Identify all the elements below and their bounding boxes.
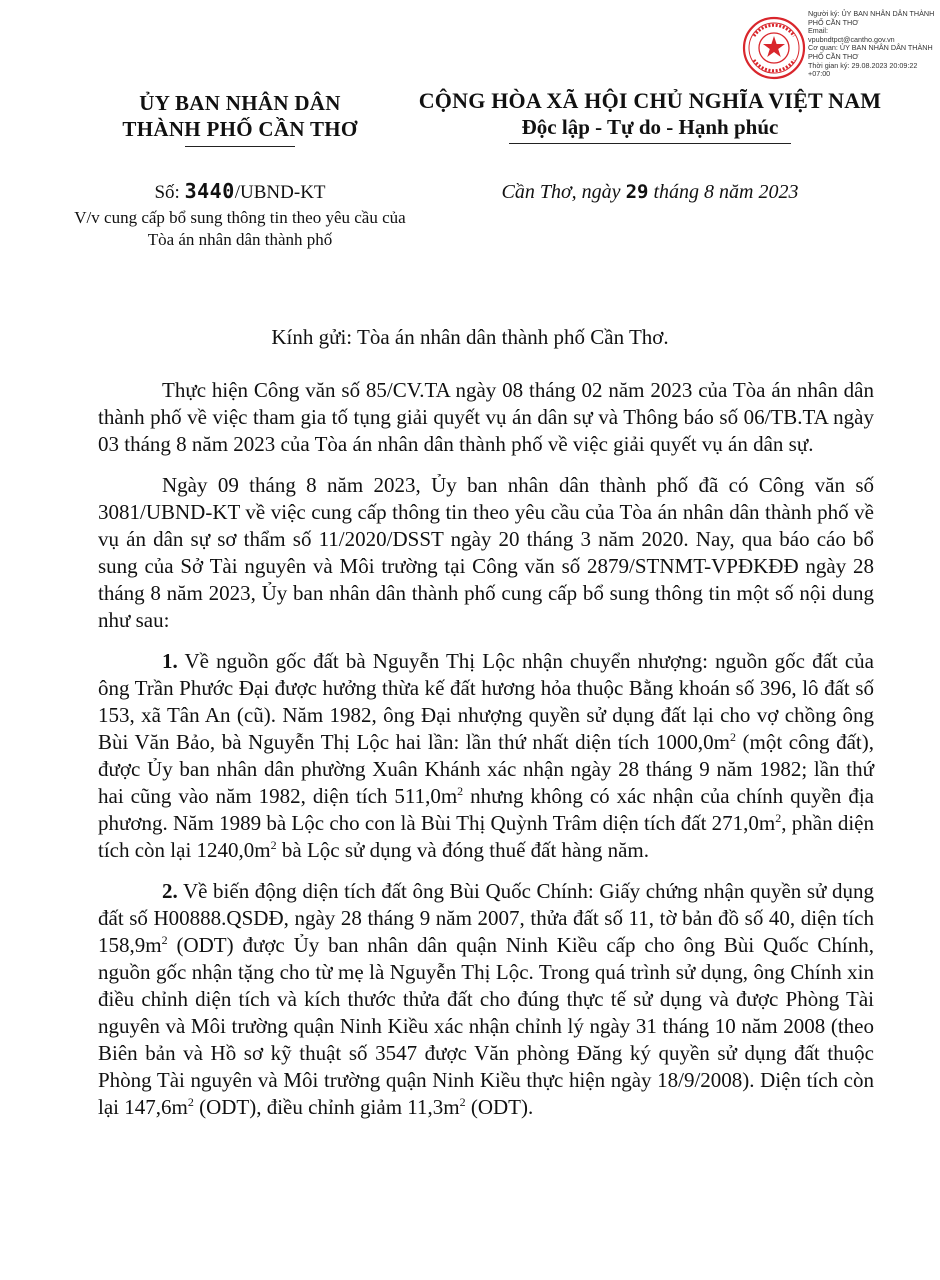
date-day: 29 (625, 181, 649, 203)
item-1-text-c: nhưng không có xác nhận của chính quyền địa phương. Năm 1989 bà Lộc cho con là Bùi Thị Quỳnh Trâm diện tích đất 271,0m (98, 784, 874, 835)
national-title: CỘNG HÒA XÃ HỘI CHỦ NGHĨA VIỆT NAM (418, 88, 882, 113)
signature-email: vpubndtpct@cantho.gov.vn (808, 34, 895, 44)
date-prefix: Cần Thơ, ngày (501, 181, 621, 203)
document-body (98, 377, 874, 1135)
document-number (60, 179, 420, 205)
org-underline (185, 146, 295, 147)
signature-signer: Người ký: ỦY BAN NHÂN DÂN THÀNH PHỐ CẦN THƠ (808, 9, 935, 27)
red-seal-icon (742, 16, 806, 80)
superscript: 2 (729, 730, 736, 744)
item-number-2: 2. (162, 879, 178, 903)
superscript: 2 (187, 1095, 194, 1109)
national-motto: Độc lập - Tự do - Hạnh phúc (521, 115, 779, 139)
superscript: 2 (161, 933, 168, 947)
document-subject: V/v cung cấp bổ sung thông tin theo yêu cầu của Tòa án nhân dân thành phố (74, 208, 406, 249)
item-1-text-e: bà Lộc sử dụng và đóng thuế đất hàng năm. (276, 838, 650, 862)
doc-number-value: 3440 (184, 179, 235, 203)
digital-signature-info (808, 10, 936, 79)
date-suffix: tháng 8 năm 2023 (653, 181, 799, 203)
item-1-text-b: (một công đất), được Ủy ban nhân dân phường Xuân Khánh xác nhận ngày 28 tháng 9 năm 1982; lần thứ hai cũng vào năm 1982, diện tích 511,0m (98, 730, 874, 808)
body-paragraph-3 (98, 648, 874, 864)
item-2-text-a: Về biến động diện tích đất ông Bùi Quốc Chính: Giấy chứng nhận quyền sử dụng đất số H00888.QSDĐ, ngày 28 tháng 9 năm 2007, thửa đất số 11, tờ bản đồ số 40, diện tích 158,9m (98, 879, 874, 957)
item-1-text-a: Về nguồn gốc đất bà Nguyễn Thị Lộc nhận chuyển nhượng: nguồn gốc đất của ông Trần Phước Đại được hưởng thừa kế đất hương hỏa thuộc Bằng khoán số 396, lô đất số 153, xã Tân An (cũ). Năm 1982, ông Đại nhượng quyền sử dụng đất lại cho vợ chồng ông Bùi Văn Bảo, bà Nguyễn Thị Lộc hai lần: lần thứ nhất diện tích 1000,0m (98, 649, 875, 754)
item-1-text-d: , phần diện tích còn lại 1240,0m (98, 811, 874, 862)
signature-agency: Cơ quan: ỦY BAN NHÂN DÂN THÀNH PHỐ CẦN THƠ (808, 43, 933, 61)
signature-email-label: Email: (808, 26, 828, 36)
item-2-text-b: (ODT) được Ủy ban nhân dân quận Ninh Kiều cấp cho ông Bùi Quốc Chính, nguồn gốc nhận tặng cho từ mẹ là Nguyễn Thị Lộc. Trong quá trình sử dụng, ông Chính xin điều chỉnh diện tích và kích thước thửa đất cho đúng thực tế sử dụng và được Phòng Tài nguyên và Môi trường quận Ninh Kiều xác nhận chỉnh lý ngày 31 tháng 10 năm 2008 (theo Biên bản và Hồ sơ kỹ thuật số 3547 được Văn phòng Đăng ký quyền sử dụng đất thuộc Phòng Tài nguyên và Môi trường quận Ninh Kiều thực hiện ngày 18/9/2008). Diện tích còn lại 147,6m (98, 933, 874, 1119)
item-number-1: 1. (162, 649, 178, 673)
body-paragraph-1: Thực hiện Công văn số 85/CV.TA ngày 08 tháng 02 năm 2023 của Tòa án nhân dân thành phố về việc tham gia tố tụng giải quyết vụ án dân sự và Thông báo số 06/TB.TA ngày 03 tháng 8 năm 2023 của Tòa án nhân dân thành phố về việc giải quyết vụ án dân sự. (98, 378, 874, 456)
superscript: 2 (459, 1095, 466, 1109)
motto-underline (509, 143, 791, 144)
doc-number-prefix: Số: (154, 182, 180, 203)
item-2-text-c: (ODT), điều chỉnh giảm 11,3m (193, 1095, 460, 1119)
issue-date (400, 180, 900, 204)
body-paragraph-2: Ngày 09 tháng 8 năm 2023, Ủy ban nhân dân thành phố đã có Công văn số 3081/UBND-KT về việc cung cấp thông tin theo yêu cầu của Tòa án nhân dân thành phố về vụ án dân sự sơ thẩm số 11/2020/DSST ngày 20 tháng 3 năm 2020. Nay, qua báo cáo bổ sung của Sở Tài nguyên và Môi trường tại Công văn số 2879/STNMT-VPĐKĐĐ ngày 28 tháng 8 năm 2023, Ủy ban nhân dân thành phố cung cấp bổ sung thông tin một số nội dung như sau: (98, 473, 874, 632)
national-header-block (400, 88, 900, 204)
superscript: 2 (270, 838, 277, 852)
issuing-authority-block (60, 90, 420, 251)
org-name-line2: THÀNH PHỐ CẦN THƠ (122, 117, 358, 141)
superscript: 2 (457, 784, 464, 798)
doc-number-suffix: /UBND-KT (234, 182, 326, 203)
org-name-line1: ỦY BAN NHÂN DÂN (139, 91, 341, 115)
item-2-text-d: (ODT). (465, 1095, 534, 1119)
superscript: 2 (775, 811, 782, 825)
body-paragraph-4 (98, 878, 874, 1121)
signature-time: Thời gian ký: 29.08.2023 20:09:22 +07:00 (808, 60, 918, 79)
addressee-line: Kính gửi: Tòa án nhân dân thành phố Cần Thơ. (271, 325, 669, 349)
